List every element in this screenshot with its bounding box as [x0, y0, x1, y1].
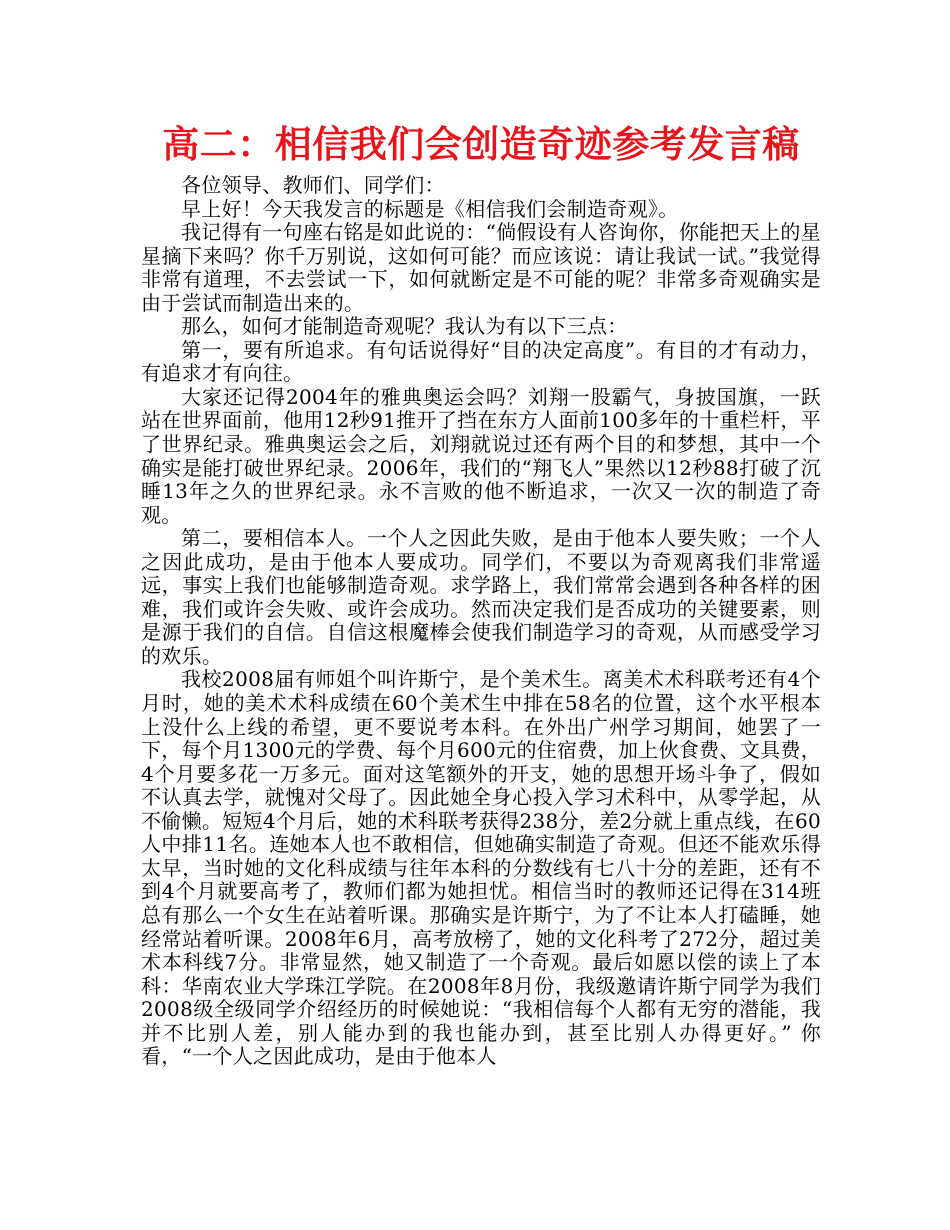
paragraph-xu-sining: 我校2008届有师姐个叫许斯宁，是个美术生。离美术术科联考还有4个月时，她的美术术科成绩在60个美术生中排在58名的位置，这个水平根本上没什么上线的希望，更不要说考本科。在外出广州学习期间，她罢了一下，每个月1300元的学费、每个月600元的住宿费，加上伙食费、文具费，4个月要多花一万多元。面对这笔额外的开支，她的思想开场斗争了，假如不认真去学，就愧对父母了。因此她全身心投入学习术科中，从零学起，从不偷懒。短短4个月后，她的术科联考获得238分，差2分就上重点线，在60人中排11名。连她本人也不敢相信，但她确实制造了奇观。但还不能欢乐得太早，当时她的文化科成绩与往年本科的分数线有七八十分的差距，还有不到4个月就要高考了，教师们都为她担忧。相信当时的教师还记得在314班总有那么一个女生在站着听课。那确实是许斯宁，为了不让本人打磕睡，她经常站着听课。2008年6月，高考放榜了，她的文化科考了272分，超过美术本科线7分。非常显然，她又制造了一个奇观。最后如愿以偿的读上了本科：华南农业大学珠江学院。在2008年8月份，我级邀请许斯宁同学为我们2008级全级同学介绍经历的时候她说：“我相信每个人都有无穷的潜能，我并不比别人差，别人能办到的我也能办到，甚至比别人办得更好。” 你看，“一个人之因此成功，是由于他本人 — [141, 667, 821, 1069]
document-page — [141, 120, 821, 1069]
document-title: 高二：相信我们会创造奇迹参考发言稿 — [162, 123, 800, 166]
document-body — [141, 174, 821, 1069]
paragraph-point-one: 第一，要有所追求。有句话说得好“目的决定高度”。有目的才有动力，有追求才有向往。 — [141, 337, 821, 386]
paragraph-liu-xiang: 大家还记得2004年的雅典奥运会吗？刘翔一股霸气，身披国旗，一跃站在世界面前，他用12秒91推开了挡在东方人面前100多年的十重栏杆，平了世界纪录。雅典奥运会之后，刘翔就说过还有两个目的和梦想，其中一个确实是能打破世界纪录。2006年，我们的“翔飞人”果然以12秒88打破了沉睡13年之久的世界纪录。永不言败的他不断追求，一次又一次的制造了奇观。 — [141, 384, 821, 527]
paragraph-three-points: 那么，如何才能制造奇观呢？我认为有以下三点： — [181, 314, 628, 339]
paragraph-point-two: 第二，要相信本人。一个人之因此失败，是由于他本人要失败；一个人之因此成功，是由于他本人要成功。同学们，不要以为奇观离我们非常遥远，事实上我们也能够制造奇观。求学路上，我们常常会遇到各种各样的困难，我们或许会失败、或许会成功。然而决定我们是否成功的关键要素，则是源于我们的自信。自信这根魔棒会使我们制造学习的奇观，从而感受学习的欢乐。 — [141, 526, 821, 668]
paragraph-motto: 我记得有一句座右铭是如此说的：“倘假设有人咨询你，你能把天上的星星摘下来吗？你千万别说，这如何可能？而应该说：请让我试一试。”我觉得非常有道理，不去尝试一下，如何就断定是不可能的呢？非常多奇观确实是由于尝试而制造出来的。 — [141, 220, 821, 315]
paragraph-opening: 早上好！今天我发言的标题是《相信我们会制造奇观》。 — [181, 196, 679, 221]
paragraph-greeting: 各位领导、教师们、同学们： — [181, 173, 445, 197]
